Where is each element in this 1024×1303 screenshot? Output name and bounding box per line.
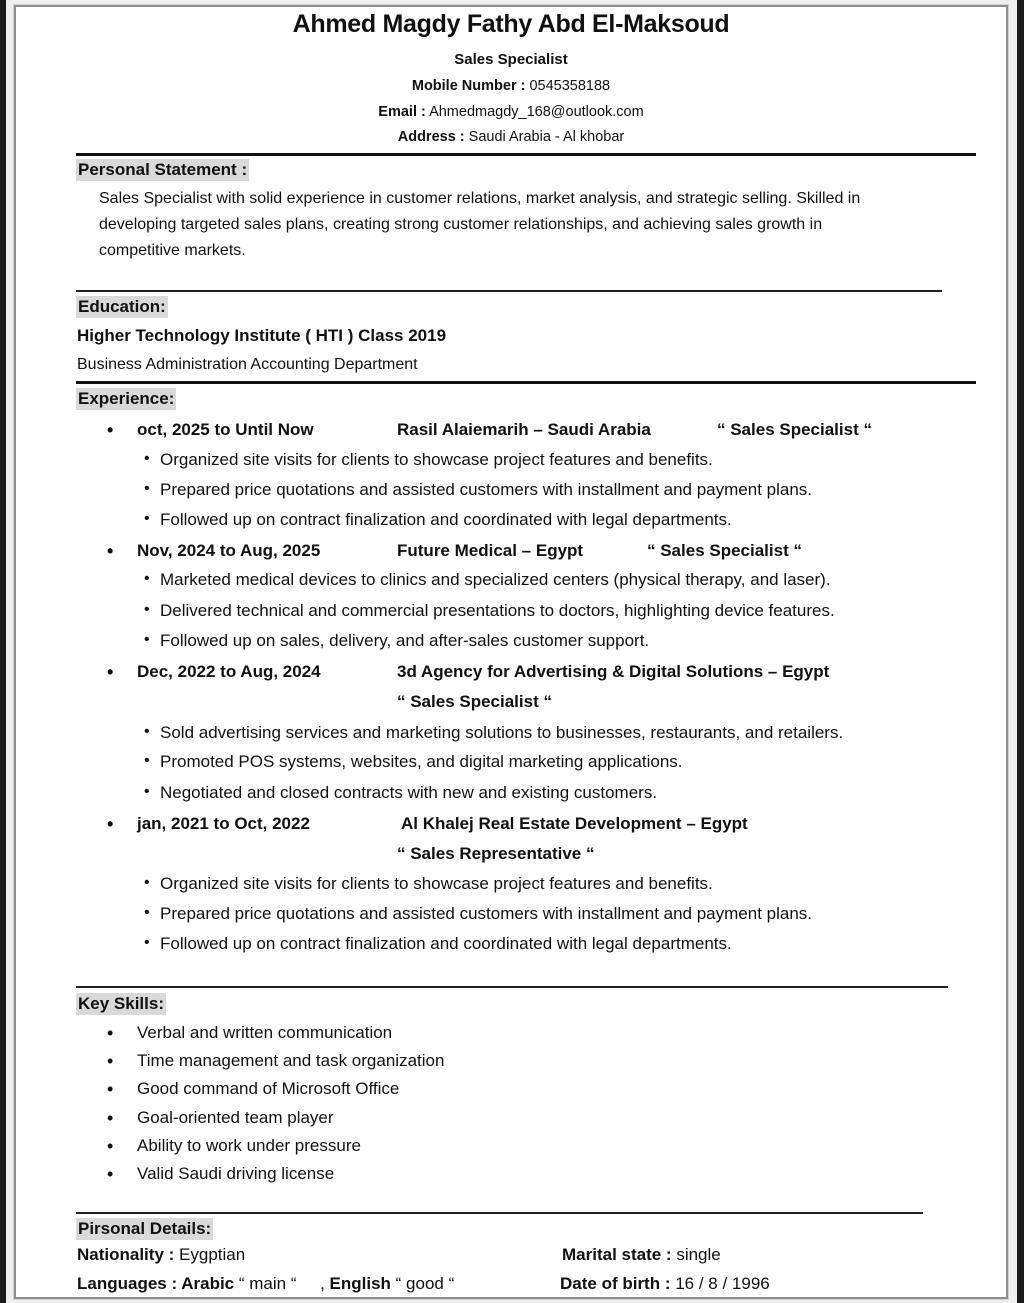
mobile-value: 0545358188 (525, 78, 611, 94)
skill-item: • Ability to work under pressure (137, 1136, 361, 1156)
email-line (16, 104, 1006, 120)
education-institute: Higher Technology Institute ( HTI ) Class 2019 (77, 326, 447, 345)
job-1-duty-3: • Followed up on contract finalization and coordinated with legal departments. (160, 510, 732, 530)
job-2-duty-2: • Delivered technical and commercial presentations to doctors, highlighting device features. (160, 601, 835, 621)
personal-statement-heading: Personal Statement : (78, 160, 248, 179)
job-3-role: “ Sales Specialist “ (397, 692, 552, 711)
job-4-role: “ Sales Representative “ (397, 844, 595, 863)
job-4-duty-3: • Followed up on contract finalization and coordinated with legal departments. (160, 934, 732, 954)
skills-heading: Key Skills: (78, 994, 164, 1013)
job-3-duty-3: • Negotiated and closed contracts with new and existing customers. (160, 783, 657, 803)
statement-line-1: Sales Specialist with solid experience in customer relations, market analysis, and strategic selling. Skilled in (99, 190, 861, 207)
personal-details-heading: Pirsonal Details: (78, 1219, 212, 1238)
section-divider (76, 1212, 923, 1214)
address-value: Saudi Arabia - Al khobar (464, 129, 625, 145)
languages-label: Languages : (77, 1274, 178, 1293)
job-1-duty-2: • Prepared price quotations and assisted customers with installment and payment plans. (160, 480, 812, 500)
job-2-duty-3: • Followed up on sales, delivery, and after-sales customer support. (160, 631, 649, 651)
education-department: Business Administration Accounting Department (77, 356, 418, 373)
marital-field (562, 1245, 721, 1265)
languages-separator: , (296, 1274, 325, 1293)
mobile-label: Mobile Number : (411, 78, 526, 94)
nationality-label: Nationality : (77, 1245, 175, 1264)
section-divider (76, 986, 948, 988)
job-1-role: “ Sales Specialist “ (717, 420, 872, 439)
job-4-period: • jan, 2021 to Oct, 2022 (137, 814, 310, 834)
job-2-company: Future Medical – Egypt (397, 541, 584, 560)
candidate-name: Ahmed Magdy Fathy Abd El-Maksoud (292, 10, 730, 38)
job-4-duty-2: • Prepared price quotations and assisted customers with installment and payment plans. (160, 904, 812, 924)
job-3-company: 3d Agency for Advertising & Digital Solutions – Egypt (397, 662, 830, 681)
address-line (16, 129, 1006, 145)
nationality-field (77, 1245, 245, 1265)
english-value: “ good “ (390, 1274, 455, 1293)
section-divider (76, 381, 976, 384)
english-label: English (324, 1274, 391, 1293)
job-3-duty-2: • Promoted POS systems, websites, and digital marketing applications. (160, 752, 683, 772)
skill-item: • Verbal and written communication (137, 1023, 392, 1043)
job-4-duty-1: • Organized site visits for clients to showcase project features and benefits. (160, 874, 713, 894)
left-edge-strip (0, 0, 6, 1303)
email-value: Ahmedmagdy_168@outlook.com (425, 104, 644, 120)
job-3-period: • Dec, 2022 to Aug, 2024 (137, 662, 321, 682)
arabic-value: “ main “ (234, 1274, 297, 1293)
job-2-duty-1: • Marketed medical devices to clinics and specialized centers (physical therapy, and laser). (160, 570, 831, 590)
dob-value: 16 / 8 / 1996 (670, 1274, 770, 1293)
nationality-value: Eygptian (174, 1245, 246, 1264)
marital-label: Marital state : (562, 1245, 672, 1264)
section-divider (76, 153, 976, 156)
job-3-duty-1: • Sold advertising services and marketing solutions to businesses, restaurants, and retailers. (160, 723, 843, 743)
job-1-duty-1: • Organized site visits for clients to showcase project features and benefits. (160, 450, 713, 470)
skill-item: • Valid Saudi driving license (137, 1164, 334, 1184)
job-2-role: “ Sales Specialist “ (647, 541, 802, 560)
address-label: Address : (397, 129, 465, 145)
skill-item: • Goal-oriented team player (137, 1108, 334, 1128)
job-4-company: Al Khalej Real Estate Development – Egypt (401, 814, 748, 833)
job-2-period: • Nov, 2024 to Aug, 2025 (137, 541, 320, 561)
statement-line-2: developing targeted sales plans, creating strong customer relationships, and achieving sales growth in (99, 216, 823, 233)
education-heading: Education: (78, 297, 166, 316)
dob-label: Date of birth : (560, 1274, 671, 1293)
mobile-line (16, 78, 1006, 94)
experience-heading: Experience: (78, 389, 175, 408)
statement-line-3: competitive markets. (99, 242, 246, 259)
right-edge-strip (1017, 0, 1024, 1303)
job-1-company: Rasil Alaiemarih – Saudi Arabia (397, 420, 651, 439)
job-1-period: • oct, 2025 to Until Now (137, 420, 314, 440)
languages-field (77, 1274, 454, 1294)
marital-value: single (671, 1245, 721, 1264)
skill-item: • Time management and task organization (137, 1051, 444, 1071)
email-label: Email : (378, 104, 426, 120)
skill-item: • Good command of Microsoft Office (137, 1079, 399, 1099)
section-divider (76, 290, 942, 292)
dob-field (560, 1274, 770, 1294)
arabic-label: Arabic (177, 1274, 235, 1293)
candidate-title: Sales Specialist (454, 51, 568, 68)
resume-page (14, 5, 1008, 1299)
